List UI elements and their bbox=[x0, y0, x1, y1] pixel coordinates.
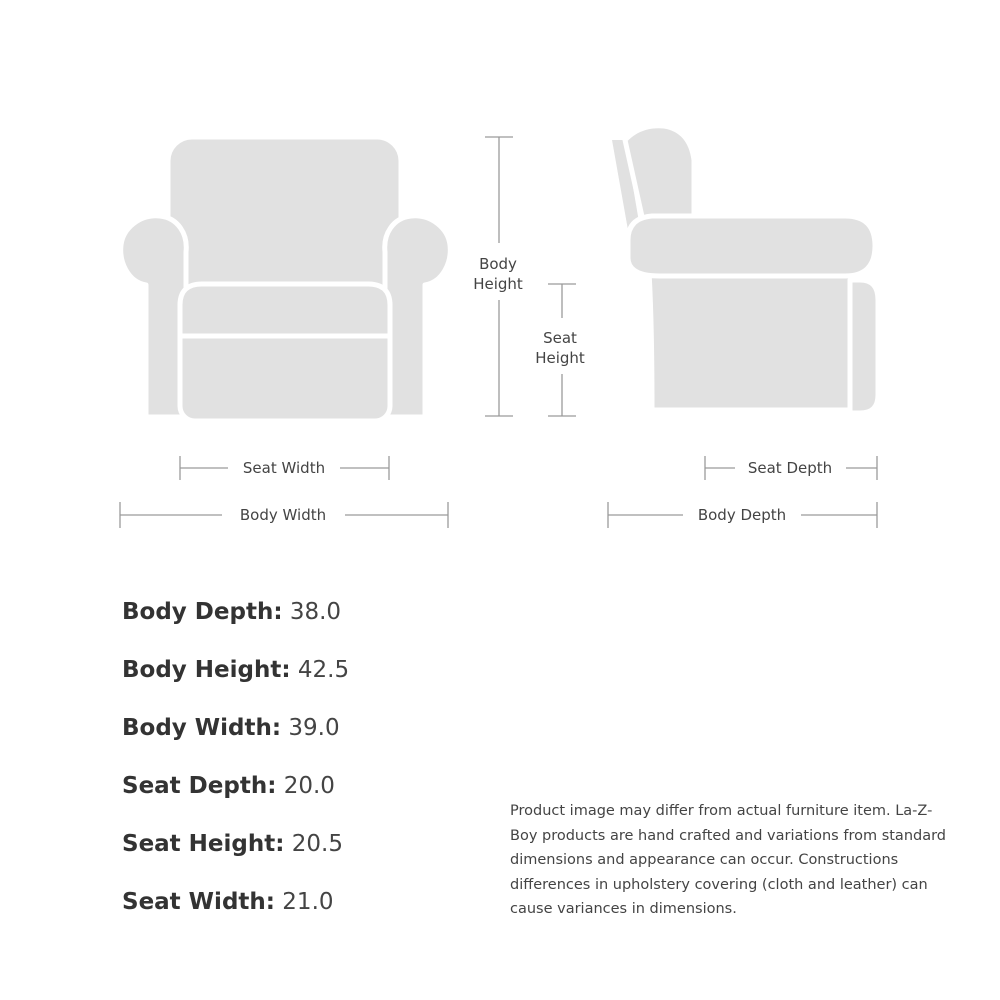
front-right-arm bbox=[385, 216, 451, 417]
seat-height-label-line2: Height bbox=[535, 349, 585, 367]
spec-seat-depth: Seat Depth: 20.0 bbox=[122, 773, 335, 799]
spec-value: 21.0 bbox=[282, 889, 334, 915]
body-depth-label: Body Depth bbox=[697, 506, 787, 524]
seat-depth-label: Seat Depth bbox=[747, 459, 833, 477]
spec-body-width: Body Width: 39.0 bbox=[122, 715, 340, 741]
spec-label: Body Depth bbox=[122, 599, 274, 625]
body-height-dimension bbox=[473, 137, 523, 416]
side-arm bbox=[628, 216, 875, 276]
seat-height-dimension bbox=[535, 284, 585, 416]
body-height-label-line1: Body bbox=[479, 255, 517, 273]
spec-body-height: Body Height: 42.5 bbox=[122, 657, 350, 683]
spec-seat-width: Seat Width: 21.0 bbox=[122, 889, 334, 915]
seat-height-label-line1: Seat bbox=[543, 329, 577, 347]
spec-value: 38.0 bbox=[289, 599, 342, 625]
body-height-label-line2: Height bbox=[473, 275, 523, 293]
dimension-spec-list bbox=[122, 598, 349, 946]
seat-width-label: Seat Width bbox=[242, 459, 326, 477]
spec-label: Seat Height bbox=[122, 831, 276, 857]
seat-depth-dimension bbox=[705, 456, 877, 480]
spec-value: 20.5 bbox=[291, 831, 343, 857]
disclaimer-text: Product image may differ from actual furniture item. La-Z-Boy products are hand crafted and variations from standard dimensions and appearance can occur. Constructions differences in upholstery covering (cloth and leather) can cause variances in dimensions. bbox=[510, 803, 947, 918]
body-depth-dimension bbox=[608, 502, 877, 528]
chair-front-view bbox=[121, 137, 451, 421]
spec-label: Seat Depth bbox=[122, 773, 268, 799]
spec-value: 20.0 bbox=[283, 773, 335, 799]
spec-label: Body Height bbox=[122, 657, 282, 683]
spec-label: Body Width bbox=[122, 715, 272, 741]
chair-side-view bbox=[612, 126, 878, 413]
spec-body-depth: Body Depth: 38.0 bbox=[122, 599, 342, 625]
seat-width-dimension bbox=[180, 456, 389, 480]
front-seat-cushion bbox=[180, 284, 390, 336]
spec-label: Seat Width bbox=[122, 889, 266, 915]
spec-value: 42.5 bbox=[297, 657, 350, 683]
side-front-cushion bbox=[850, 280, 878, 413]
front-left-arm bbox=[121, 216, 187, 417]
spec-value: 39.0 bbox=[288, 715, 340, 741]
body-width-label: Body Width bbox=[239, 506, 327, 524]
body-width-dimension bbox=[120, 502, 448, 528]
spec-seat-height: Seat Height: 20.5 bbox=[122, 831, 343, 857]
